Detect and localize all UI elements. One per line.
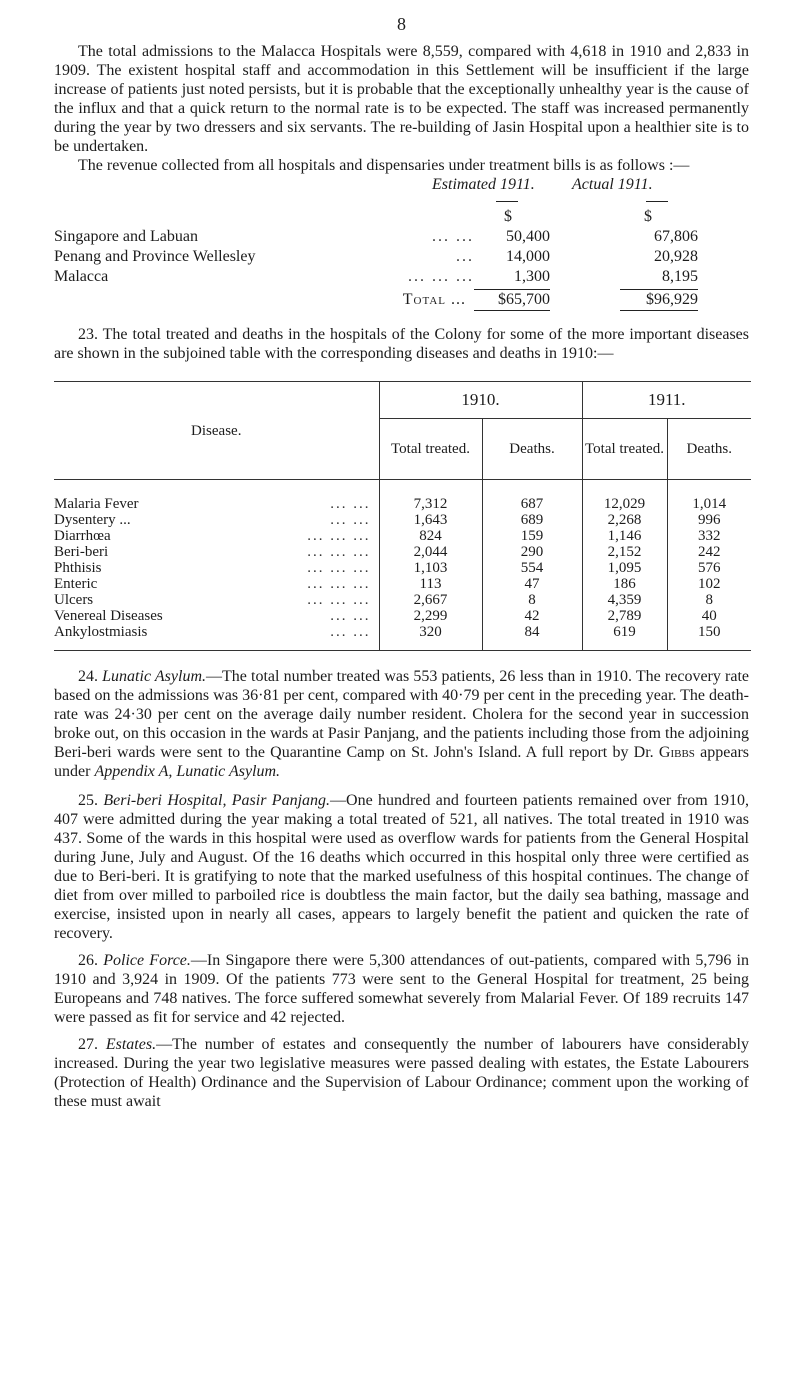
header-deaths-1911: Deaths. [667,419,751,480]
disease-leader: ... ... ... [307,544,371,560]
paragraph-23: 23. The total treated and deaths in the hospitals of the Colony for some of the more important diseases are shown in the subjoined table with the corresponding diseases and deaths in 1910:— [54,326,749,362]
revenue-row-label: Malacca [54,268,109,285]
para-26-title: Police Force. [103,952,191,969]
disease-name: Phthisis [54,560,102,576]
revenue-total-underline [54,310,749,311]
table-row [54,560,751,576]
disease-leader: ... ... [330,496,371,512]
disease-name: Enteric [54,576,98,592]
disease-leader: ... ... ... [307,576,371,592]
table-row [54,608,751,624]
paragraph-25 [54,791,749,943]
disease-leader: ... ... ... [307,528,371,544]
disease-leader: ... ... ... [307,560,371,576]
deaths-1911: 40 [667,608,751,624]
revenue-total-estimated: $65,700 [498,291,550,308]
revenue-table [54,175,749,311]
disease-name-cell [54,480,379,513]
revenue-row [54,247,749,267]
disease-leader: ... ... ... [307,592,371,608]
revenue-currency-symbols [54,207,749,227]
disease-name-cell [54,544,379,560]
disease-name: Ulcers [54,592,94,608]
para-26-text: —In Singapore there were 5,300 attendances of out-patients, compared with 5,796 in 1910 and 3,924 in 1909. Of the patients 773 were sent to the General Hospital for treatment, 25 being Europeans and 748 natives. The force suffered somewhat severely from Malarial Fever. Of 189 recruits 147 were passed as fit for service and 42 rejected. [54,952,750,1026]
revenue-total-row [54,290,749,310]
disease-name-cell [54,592,379,608]
deaths-1910: 554 [482,560,582,576]
deaths-1911: 332 [667,528,751,544]
table-row [54,544,751,560]
paragraph-24 [54,667,749,781]
para-24-text2: appears under [54,744,750,780]
treated-1910: 320 [379,624,482,651]
disease-name: Beri-beri [54,544,109,560]
disease-leader: ... ... [330,608,371,624]
revenue-total-actual: $96,929 [646,291,698,308]
header-disease: Disease. [54,382,379,480]
revenue-row [54,227,749,247]
deaths-1910: 84 [482,624,582,651]
revenue-row-leader: ... ... ... [408,268,474,285]
header-deaths-1910: Deaths. [482,419,582,480]
deaths-1910: 42 [482,608,582,624]
table-row [54,512,751,528]
treated-1911: 186 [582,576,667,592]
header-treated-1910: Total treated. [379,419,482,480]
deaths-1910: 689 [482,512,582,528]
revenue-row [54,267,749,287]
treated-1910: 7,312 [379,480,482,513]
treated-1911: 12,029 [582,480,667,513]
currency-estimated: $ [504,208,512,225]
table-row [54,480,751,513]
deaths-1911: 242 [667,544,751,560]
header-treated-1911: Total treated. [582,419,667,480]
treated-1911: 2,152 [582,544,667,560]
para-25-text: —One hundred and fourteen patients remained over from 1910, 407 were admitted during the year making a total treated of 521, all natives. The total treated in 1910 was 437. Some of the wards in this hospital were used as overflow wards for patients from the General Hospital during June, July and August. Of the 16 deaths which occurred in this hospital only three were certified as due to Beri-beri. It is gratifying to note that the marked usefulness of this hospital continues. The change of diet from over milled to parboiled rice is doubtless the main factor, but the daily sea bathing, massage and exercise, insisted upon in nearly all cases, appears to largely benefit the patient and quicken the rate of recovery. [54,792,750,942]
deaths-1910: 290 [482,544,582,560]
treated-1910: 2,667 [379,592,482,608]
revenue-row-actual: 8,195 [662,268,698,285]
deaths-1911: 996 [667,512,751,528]
para-24-title: Lunatic Asylum. [102,668,207,685]
currency-actual: $ [644,208,652,225]
revenue-total-label: Total ... [402,291,466,308]
disease-name: Dysentery ... [54,512,131,528]
para-26-num: 26. [78,952,98,969]
treated-1910: 2,299 [379,608,482,624]
para-27-title: Estates. [105,1036,157,1053]
revenue-row-actual: 67,806 [654,228,698,245]
disease-name: Malaria Fever [54,496,139,512]
treated-1911: 1,146 [582,528,667,544]
disease-name-cell [54,560,379,576]
paragraph-revenue: The revenue collected from all hospitals and dispensaries under treatment bills is as follows :— [78,157,690,174]
disease-leader: ... ... [330,512,371,528]
table-row [54,528,751,544]
revenue-row-leader: ... ... [432,228,474,245]
treated-1910: 1,103 [379,560,482,576]
para-24-text: —The total number treated was 553 patients, 26 less than in 1910. The recovery rate based on the admissions was 36·81 per cent, compared with 40·79 per cent in the preceding year. The death-rate was 24·30 per cent on the average daily number resident. Cholera for the second year in succession broke out, on this occasion in the wards at Pasir Panjang, and the patients including those from the adjoining Beri-beri wards were sent to the Quarantine Camp on St. John's Island. A full report by Dr. [54,668,750,761]
revenue-header [54,175,749,195]
disease-name-cell [54,512,379,528]
para-25-title: Beri-beri Hospital, Pasir Panjang. [103,792,331,809]
revenue-row-actual: 20,928 [654,248,698,265]
deaths-1911: 102 [667,576,751,592]
paragraph-27 [54,1035,749,1111]
revenue-col-actual: Actual 1911. [572,176,653,193]
revenue-rows [54,227,749,287]
disease-name: Diarrhœa [54,528,111,544]
disease-name: Ankylostmiasis [54,624,148,640]
disease-name-cell [54,576,379,592]
disease-name-cell [54,624,379,651]
table-row [54,592,751,608]
deaths-1910: 159 [482,528,582,544]
disease-table [54,381,751,651]
para-27-num: 27. [78,1036,98,1053]
deaths-1911: 150 [667,624,751,651]
disease-leader: ... ... [330,624,371,640]
paragraph-admissions: The total admissions to the Malacca Hospitals were 8,559, compared with 4,618 in 1910 and 2,833 in 1909. The existent hospital staff and accommodation in this Settlement will be insufficient if the large increase of patients just noted persists, but it is probable that the exceptionally unhealthy year is the cause of the influx and that a quick return to the normal rate is to be expected. The staff was increased permanently during the year by two dressers and six servants. The re-building of Jasin Hospital upon a healthier site is to be undertaken. [54,43,749,155]
treated-1910: 1,643 [379,512,482,528]
deaths-1911: 8 [667,592,751,608]
para-25-num: 25. [78,792,98,809]
disease-name-cell [54,608,379,624]
table-row [54,624,751,651]
deaths-1910: 47 [482,576,582,592]
revenue-row-estimated: 50,400 [506,228,550,245]
rule-dash [496,201,518,202]
disease-name-cell [54,528,379,544]
revenue-row-estimated: 1,300 [514,268,550,285]
header-year-1910: 1910. [379,382,582,419]
treated-1911: 2,268 [582,512,667,528]
header-year-1911: 1911. [582,382,751,419]
paragraph-26 [54,951,749,1027]
para-24-num: 24. [78,668,98,685]
para-24-ref: Appendix A, Lunatic Asylum. [94,763,281,780]
disease-name: Venereal Diseases [54,608,163,624]
para-27-text: —The number of estates and consequently the number of labourers have considerably increased. During the year two legislative measures were passed dealing with estates, the Estate Labourers (Protection of Health) Ordinance and the Supervision of Labour Ordinance; comment upon the working of these must await [54,1036,750,1110]
treated-1911: 619 [582,624,667,651]
treated-1911: 2,789 [582,608,667,624]
treated-1910: 824 [379,528,482,544]
revenue-row-estimated: 14,000 [506,248,550,265]
deaths-1911: 576 [667,560,751,576]
deaths-1910: 8 [482,592,582,608]
treated-1910: 113 [379,576,482,592]
rule-dash [646,201,668,202]
deaths-1910: 687 [482,480,582,513]
treated-1911: 4,359 [582,592,667,608]
deaths-1911: 1,014 [667,480,751,513]
page-number: 8 [397,14,406,34]
treated-1910: 2,044 [379,544,482,560]
disease-table-body [54,480,751,651]
treated-1911: 1,095 [582,560,667,576]
revenue-row-label: Penang and Province Wellesley [54,248,256,265]
revenue-col-estimated: Estimated 1911. [432,176,535,193]
revenue-row-leader: ... [456,248,474,265]
revenue-row-label: Singapore and Labuan [54,228,198,245]
table-row [54,576,751,592]
para-24-name: Gibbs [658,744,695,761]
